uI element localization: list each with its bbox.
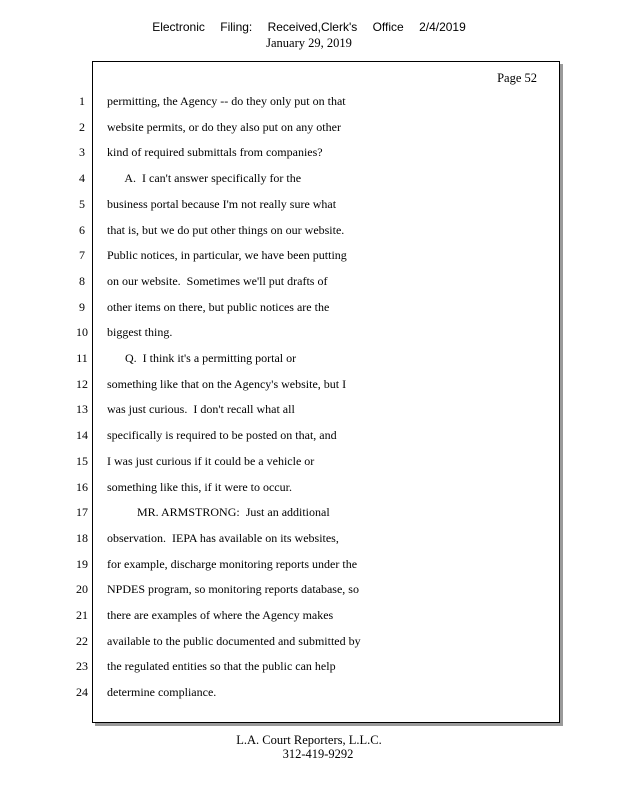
line-number: 12 xyxy=(76,376,88,391)
line-text: observation. IEPA has available on its websites, xyxy=(107,530,339,545)
line-text: the regulated entities so that the public can help xyxy=(107,659,336,674)
line-number: 20 xyxy=(76,582,88,597)
filing-word: Received,Clerk's xyxy=(267,20,358,34)
line-number: 3 xyxy=(79,145,85,160)
filing-word: Filing: xyxy=(220,20,253,34)
line-number: 6 xyxy=(79,222,85,237)
page-number: Page 52 xyxy=(497,71,537,85)
line-text: I was just curious if it could be a vehicle or xyxy=(107,453,315,468)
line-text: biggest thing. xyxy=(107,325,173,340)
filing-date: 2/4/2019 xyxy=(419,20,466,34)
line-text: other items on there, but public notices are the xyxy=(107,299,330,314)
line-text: available to the public documented and submitted by xyxy=(107,633,361,648)
footer-phone: 312-419-9292 xyxy=(282,747,354,761)
line-number: 4 xyxy=(79,171,85,186)
line-number: 1 xyxy=(79,94,85,108)
line-number: 24 xyxy=(76,685,88,700)
line-text: website permits, or do they also put on any other xyxy=(107,119,341,134)
line-text: Public notices, in particular, we have been putting xyxy=(107,248,347,263)
line-number: 9 xyxy=(79,299,85,314)
line-number: 2 xyxy=(79,119,85,134)
line-number: 14 xyxy=(76,428,88,443)
line-number: 8 xyxy=(79,273,85,288)
line-text: something like that on the Agency's website, but I xyxy=(107,376,347,391)
line-text: permitting, the Agency -- do they only put on that xyxy=(107,94,346,108)
filing-word: Office xyxy=(372,20,404,34)
line-number: 22 xyxy=(76,633,88,648)
line-text: kind of required submittals from companies? xyxy=(107,145,323,160)
line-text: specifically is required to be posted on that, and xyxy=(107,428,337,443)
line-number: 11 xyxy=(76,351,88,365)
line-text: determine compliance. xyxy=(107,685,217,700)
line-text: something like this, if it were to occur. xyxy=(107,479,292,494)
line-number: 13 xyxy=(76,402,88,417)
footer-company: L.A. Court Reporters, L.L.C. xyxy=(236,733,382,747)
line-text: business portal because I'm not really sure what xyxy=(107,196,337,211)
line-text: was just curious. I don't recall what all xyxy=(107,402,295,417)
line-text: A. I can't answer specifically for the xyxy=(107,171,302,186)
line-text: for example, discharge monitoring reports under the xyxy=(107,556,358,571)
line-number: 23 xyxy=(76,659,88,674)
line-number: 16 xyxy=(76,479,88,494)
line-number: 17 xyxy=(76,505,88,520)
line-text: NPDES program, so monitoring reports database, so xyxy=(107,582,359,597)
line-text: on our website. Sometimes we'll put drafts of xyxy=(107,273,328,288)
line-text: that is, but we do put other things on our website. xyxy=(107,222,345,237)
line-text: Q. I think it's a permitting portal or xyxy=(107,351,297,365)
line-number: 19 xyxy=(76,556,88,571)
filing-stamp xyxy=(0,20,618,34)
line-number: 7 xyxy=(79,248,85,263)
line-number: 15 xyxy=(76,453,88,468)
line-number: 21 xyxy=(76,608,88,622)
transcript-date: January 29, 2019 xyxy=(266,36,352,50)
filing-word: Electronic xyxy=(152,20,205,34)
line-text: there are examples of where the Agency makes xyxy=(107,608,334,622)
line-text: MR. ARMSTRONG: Just an additional xyxy=(107,505,330,520)
line-number: 18 xyxy=(76,530,88,545)
line-number: 10 xyxy=(76,325,88,340)
line-number: 5 xyxy=(79,196,85,211)
